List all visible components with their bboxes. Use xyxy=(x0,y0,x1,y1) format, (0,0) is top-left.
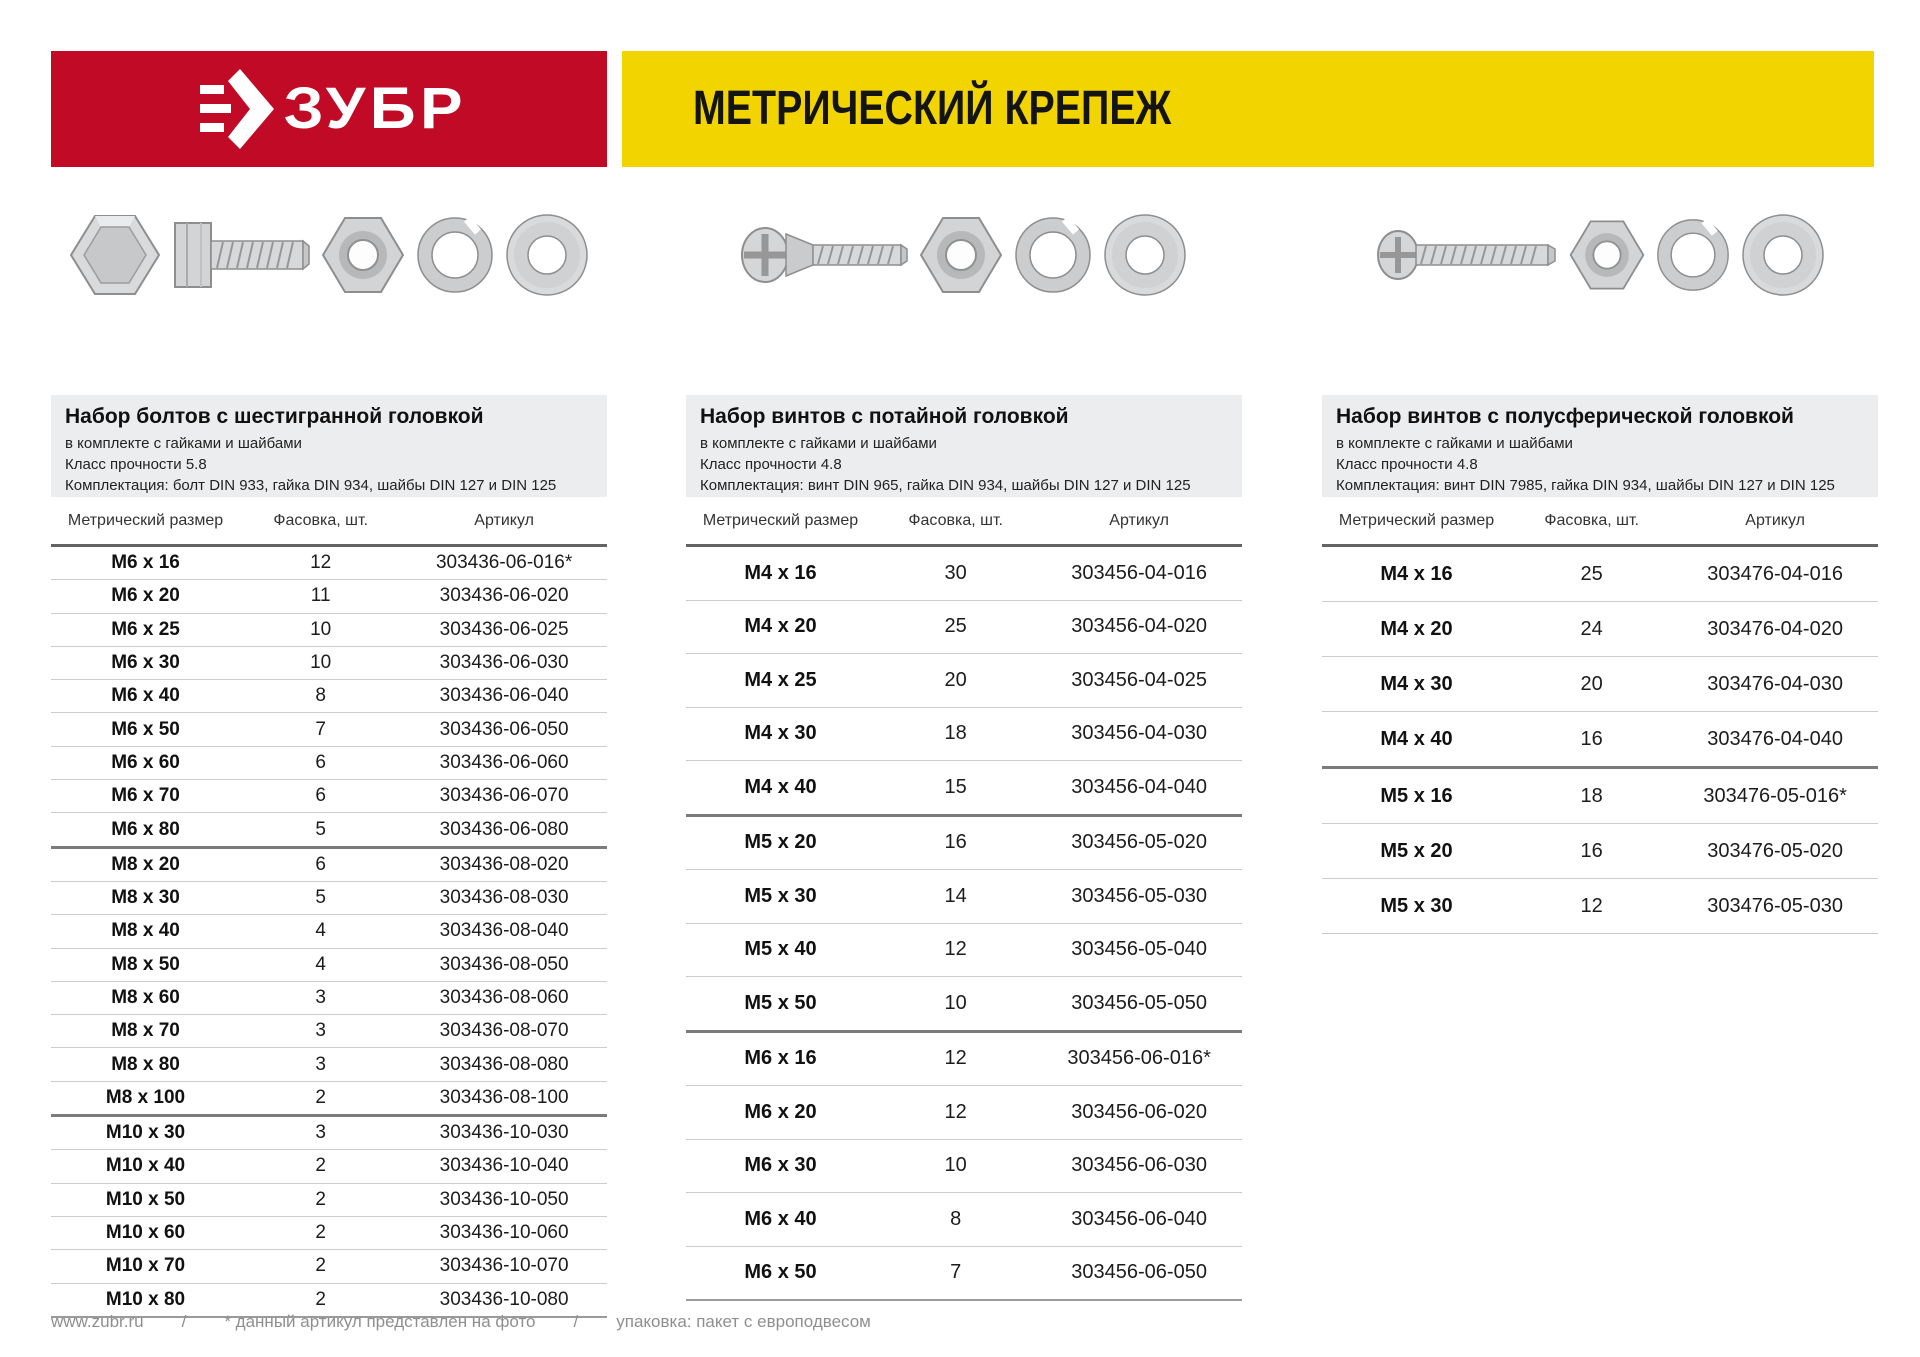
sku-cell: 303436-10-070 xyxy=(439,1255,569,1277)
table-row xyxy=(51,547,607,579)
size-cell: M8 x 30 xyxy=(111,887,180,909)
size-cell: M8 x 50 xyxy=(111,953,180,975)
sku-cell: 303456-05-020 xyxy=(1071,831,1207,854)
pack-cell: 7 xyxy=(315,718,326,740)
table-row xyxy=(51,1183,607,1216)
pack-cell: 12 xyxy=(944,1047,967,1070)
sku-cell: 303436-06-070 xyxy=(439,785,569,807)
sku-cell: 303436-06-040 xyxy=(439,685,569,707)
sku-cell: 303456-04-030 xyxy=(1071,722,1207,745)
size-cell: M10 x 30 xyxy=(105,1122,186,1144)
sku-cell: 303476-05-020 xyxy=(1707,839,1843,862)
size-cell: M6 x 25 xyxy=(111,618,180,640)
size-cell: M6 x 16 xyxy=(111,552,180,574)
size-cell: M10 x 50 xyxy=(105,1188,186,1210)
table-row xyxy=(51,1216,607,1249)
product-table xyxy=(686,547,1242,1301)
sku-cell: 303436-08-030 xyxy=(439,887,569,909)
sku-cell: 303436-10-060 xyxy=(439,1222,569,1244)
size-cell: M5 x 40 xyxy=(744,938,817,961)
size-cell: M8 x 80 xyxy=(111,1053,180,1075)
table-row xyxy=(51,712,607,745)
footer xyxy=(51,1312,871,1332)
pack-column-header: Фасовка, шт. xyxy=(908,511,1003,529)
spring-washer-photo-icon xyxy=(1013,213,1093,297)
pack-cell: 16 xyxy=(1580,727,1603,750)
size-cell: M6 x 20 xyxy=(111,585,180,607)
pack-cell: 2 xyxy=(315,1288,326,1310)
size-cell: M8 x 100 xyxy=(105,1086,186,1108)
product-contents: Комплектация: винт DIN 7985, гайка DIN 934, шайбы DIN 127 и DIN 125 xyxy=(1336,477,1835,494)
product-photos xyxy=(1322,180,1878,395)
size-cell: M4 x 40 xyxy=(1380,727,1453,750)
pack-cell: 18 xyxy=(944,722,967,745)
size-cell: M6 x 30 xyxy=(744,1154,817,1177)
pack-cell: 5 xyxy=(315,887,326,909)
sku-cell: 303476-04-016 xyxy=(1707,562,1843,585)
brand-logo-box xyxy=(51,51,607,167)
pack-cell: 12 xyxy=(1580,894,1603,917)
pack-cell: 3 xyxy=(315,1053,326,1075)
size-cell: M4 x 16 xyxy=(1380,562,1453,585)
size-cell: M10 x 70 xyxy=(105,1255,186,1277)
size-cell: M6 x 50 xyxy=(744,1261,817,1284)
table-row xyxy=(686,1085,1242,1139)
hex-nut-photo-icon xyxy=(1567,217,1647,293)
product-strength: Класс прочности 5.8 xyxy=(65,456,207,473)
sku-cell: 303436-08-040 xyxy=(439,920,569,942)
table-row xyxy=(51,1047,607,1080)
pack-cell: 8 xyxy=(950,1207,962,1230)
table-header-row xyxy=(686,497,1242,547)
sku-cell: 303456-05-040 xyxy=(1071,938,1207,961)
size-cell: M4 x 40 xyxy=(744,775,817,798)
footer-separator: / xyxy=(181,1312,187,1331)
size-cell: M5 x 50 xyxy=(744,991,817,1014)
table-row xyxy=(51,1149,607,1182)
product-title: Набор болтов с шестигранной головкой xyxy=(65,405,484,428)
pack-cell: 10 xyxy=(310,652,332,674)
sku-cell: 303436-06-060 xyxy=(439,751,569,773)
pack-column-header: Фасовка, шт. xyxy=(1544,511,1639,529)
pack-cell: 6 xyxy=(315,785,326,807)
spring-washer-photo-icon xyxy=(1655,215,1731,295)
footer-site-link[interactable]: www.zubr.ru xyxy=(51,1312,144,1331)
size-cell: M6 x 30 xyxy=(111,652,180,674)
zubr-logo-icon xyxy=(200,69,274,149)
product-strength: Класс прочности 4.8 xyxy=(1336,456,1478,473)
table-row xyxy=(686,1192,1242,1246)
size-cell: M5 x 16 xyxy=(1380,784,1453,807)
sku-cell: 303436-06-080 xyxy=(439,818,569,840)
table-row xyxy=(1322,878,1878,933)
table-row xyxy=(51,746,607,779)
product-subtitle: в комплекте с гайками и шайбами xyxy=(700,435,937,452)
table-row xyxy=(51,914,607,947)
pack-cell: 12 xyxy=(944,1100,967,1123)
size-cell: M5 x 20 xyxy=(744,831,817,854)
size-cell: M4 x 20 xyxy=(1380,617,1453,640)
pack-cell: 24 xyxy=(1580,617,1603,640)
product-info-block xyxy=(1322,395,1878,497)
size-column-header: Метрический размер xyxy=(67,511,224,529)
sku-cell: 303456-04-016 xyxy=(1071,561,1207,584)
pack-cell: 4 xyxy=(315,953,326,975)
sku-cell: 303456-05-030 xyxy=(1071,884,1207,907)
table-row xyxy=(51,613,607,646)
sku-cell: 303476-04-040 xyxy=(1707,727,1843,750)
pack-cell: 5 xyxy=(315,818,326,840)
sku-cell: 303436-06-030 xyxy=(439,652,569,674)
size-cell: M10 x 60 xyxy=(105,1222,186,1244)
pack-cell: 25 xyxy=(944,615,967,638)
product-contents: Комплектация: винт DIN 965, гайка DIN 934, шайбы DIN 127 и DIN 125 xyxy=(700,477,1191,494)
size-cell: M4 x 30 xyxy=(1380,672,1453,695)
flat-washer-photo-icon xyxy=(1739,211,1827,299)
size-cell: M6 x 16 xyxy=(744,1047,817,1070)
sku-cell: 303456-06-040 xyxy=(1071,1207,1207,1230)
hex-bolt-head-photo-icon xyxy=(67,211,163,299)
hex-nut-photo-icon xyxy=(319,214,407,296)
table-row xyxy=(51,846,607,881)
size-cell: M5 x 20 xyxy=(1380,839,1453,862)
pack-cell: 7 xyxy=(950,1261,962,1284)
pack-cell: 4 xyxy=(315,920,326,942)
table-row xyxy=(686,869,1242,923)
hex-bolt-photo-icon xyxy=(171,215,311,295)
size-cell: M8 x 20 xyxy=(111,853,180,875)
table-header-row xyxy=(51,497,607,547)
sku-cell: 303436-08-020 xyxy=(439,853,569,875)
product-table xyxy=(51,547,607,1318)
sku-cell: 303456-06-016* xyxy=(1067,1047,1211,1070)
pan-head-screw-photo-icon xyxy=(1374,215,1559,295)
product-title: Набор винтов с потайной головкой xyxy=(700,405,1069,428)
size-cell: M5 x 30 xyxy=(744,884,817,907)
product-section-hex-bolts xyxy=(51,180,607,1318)
page-title: МЕТРИЧЕСКИЙ КРЕПЕЖ xyxy=(693,82,1172,135)
table-row xyxy=(51,981,607,1014)
pack-cell: 3 xyxy=(315,1122,326,1144)
size-cell: M6 x 60 xyxy=(111,751,180,773)
table-row xyxy=(51,779,607,812)
sku-column-header: Артикул xyxy=(474,511,534,529)
size-column-header: Метрический размер xyxy=(1338,511,1495,529)
page-title-box xyxy=(622,51,1874,167)
size-cell: M4 x 25 xyxy=(744,668,817,691)
footer-packaging-note: упаковка: пакет с европодвесом xyxy=(616,1312,871,1331)
table-row xyxy=(686,814,1242,870)
table-row xyxy=(686,1139,1242,1193)
hex-nut-photo-icon xyxy=(917,214,1005,296)
sku-cell: 303436-06-050 xyxy=(439,718,569,740)
table-row xyxy=(1322,547,1878,601)
footer-photo-note: * данный артикул представлен на фото xyxy=(224,1312,536,1331)
product-title: Набор винтов с полусферической головкой xyxy=(1336,405,1794,428)
pack-cell: 16 xyxy=(1580,839,1603,862)
pack-cell: 3 xyxy=(315,987,326,1008)
size-cell: M6 x 20 xyxy=(744,1100,817,1123)
sku-cell: 303436-08-100 xyxy=(439,1086,569,1108)
table-row xyxy=(51,948,607,981)
size-cell: M6 x 70 xyxy=(111,785,180,807)
size-cell: M8 x 60 xyxy=(111,987,180,1008)
table-row xyxy=(51,1249,607,1282)
table-row xyxy=(686,1030,1242,1086)
sku-cell: 303476-04-030 xyxy=(1707,672,1843,695)
table-row xyxy=(51,579,607,612)
pack-cell: 2 xyxy=(315,1255,326,1277)
product-contents: Комплектация: болт DIN 933, гайка DIN 934, шайбы DIN 127 и DIN 125 xyxy=(65,477,557,494)
product-photos xyxy=(51,180,607,395)
countersunk-screw-photo-icon xyxy=(739,212,909,298)
pack-cell: 14 xyxy=(944,884,967,907)
sku-cell: 303476-05-030 xyxy=(1707,894,1843,917)
flat-washer-photo-icon xyxy=(1101,211,1189,299)
pack-cell: 20 xyxy=(1580,672,1603,695)
table-row xyxy=(1322,766,1878,823)
sku-cell: 303456-06-030 xyxy=(1071,1154,1207,1177)
pack-cell: 2 xyxy=(315,1222,326,1244)
table-row xyxy=(51,646,607,679)
table-row xyxy=(686,1246,1242,1300)
sku-cell: 303456-04-025 xyxy=(1071,668,1207,691)
table-row xyxy=(51,679,607,712)
table-row xyxy=(51,1283,607,1316)
pack-cell: 11 xyxy=(310,585,331,607)
size-cell: M8 x 40 xyxy=(111,920,180,942)
size-cell: M8 x 70 xyxy=(111,1020,180,1042)
sku-cell: 303436-08-080 xyxy=(439,1053,569,1075)
brand-name: ЗУБР xyxy=(283,76,467,141)
product-section-pan-head-screws xyxy=(1322,180,1878,934)
table-row xyxy=(51,812,607,845)
size-cell: M10 x 80 xyxy=(105,1288,186,1310)
pack-cell: 2 xyxy=(315,1188,326,1210)
table-row xyxy=(51,1081,607,1114)
sku-cell: 303436-10-050 xyxy=(439,1188,569,1210)
pack-cell: 10 xyxy=(944,1154,967,1177)
sku-cell: 303436-10-040 xyxy=(439,1155,569,1177)
sku-cell: 303456-05-050 xyxy=(1071,991,1207,1014)
table-row xyxy=(686,653,1242,707)
sku-cell: 303456-06-050 xyxy=(1071,1261,1207,1284)
pack-cell: 12 xyxy=(310,552,332,574)
sku-cell: 303436-08-060 xyxy=(439,987,569,1008)
product-strength: Класс прочности 4.8 xyxy=(700,456,842,473)
size-column-header: Метрический размер xyxy=(702,511,859,529)
sku-cell: 303436-08-050 xyxy=(439,953,569,975)
pack-cell: 18 xyxy=(1580,784,1603,807)
pack-cell: 10 xyxy=(310,618,332,640)
table-row xyxy=(51,881,607,914)
product-info-block xyxy=(686,395,1242,497)
pack-cell: 12 xyxy=(944,938,967,961)
pack-column-header: Фасовка, шт. xyxy=(273,511,368,529)
sku-cell: 303456-04-020 xyxy=(1071,615,1207,638)
spring-washer-photo-icon xyxy=(415,213,495,297)
table-row xyxy=(686,547,1242,600)
sku-cell: 303436-06-020 xyxy=(439,585,569,607)
sku-cell: 303456-04-040 xyxy=(1071,775,1207,798)
pack-cell: 20 xyxy=(944,668,967,691)
flat-washer-photo-icon xyxy=(503,211,591,299)
sku-cell: 303436-06-016* xyxy=(435,552,573,574)
table-row xyxy=(1322,823,1878,878)
pack-cell: 16 xyxy=(944,831,967,854)
size-cell: M5 x 30 xyxy=(1380,894,1453,917)
table-row xyxy=(686,923,1242,977)
pack-cell: 25 xyxy=(1580,562,1603,585)
pack-cell: 15 xyxy=(944,775,967,798)
table-row xyxy=(1322,601,1878,656)
product-photos xyxy=(686,180,1242,395)
table-row xyxy=(686,976,1242,1030)
sku-column-header: Артикул xyxy=(1745,511,1805,529)
size-cell: M6 x 40 xyxy=(744,1207,817,1230)
product-subtitle: в комплекте с гайками и шайбами xyxy=(1336,435,1573,452)
footer-separator: / xyxy=(573,1312,579,1331)
pack-cell: 6 xyxy=(315,751,326,773)
size-cell: M4 x 16 xyxy=(744,561,817,584)
product-table xyxy=(1322,547,1878,934)
size-cell: M4 x 30 xyxy=(744,722,817,745)
sku-column-header: Артикул xyxy=(1109,511,1169,529)
table-header-row xyxy=(1322,497,1878,547)
sku-cell: 303436-06-025 xyxy=(439,618,569,640)
table-row xyxy=(1322,656,1878,711)
sku-cell: 303436-10-080 xyxy=(439,1288,569,1310)
sku-cell: 303456-06-020 xyxy=(1071,1100,1207,1123)
size-cell: M6 x 80 xyxy=(111,818,180,840)
size-cell: M6 x 50 xyxy=(111,718,180,740)
size-cell: M4 x 20 xyxy=(744,615,817,638)
size-cell: M6 x 40 xyxy=(111,685,180,707)
pack-cell: 30 xyxy=(944,561,967,584)
product-subtitle: в комплекте с гайками и шайбами xyxy=(65,435,302,452)
table-row xyxy=(686,707,1242,761)
pack-cell: 3 xyxy=(315,1020,326,1042)
table-row xyxy=(686,760,1242,814)
table-row xyxy=(1322,711,1878,766)
pack-cell: 2 xyxy=(315,1086,326,1108)
product-info-block xyxy=(51,395,607,497)
pack-cell: 10 xyxy=(944,991,967,1014)
sku-cell: 303476-04-020 xyxy=(1707,617,1843,640)
sku-cell: 303436-10-030 xyxy=(439,1122,569,1144)
pack-cell: 2 xyxy=(315,1155,326,1177)
pack-cell: 6 xyxy=(315,853,326,875)
sku-cell: 303476-05-016* xyxy=(1703,784,1847,807)
table-row xyxy=(51,1014,607,1047)
sku-cell: 303436-08-070 xyxy=(439,1020,569,1042)
size-cell: M10 x 40 xyxy=(105,1155,186,1177)
product-section-countersunk-screws xyxy=(686,180,1242,1301)
pack-cell: 8 xyxy=(315,685,326,707)
table-row xyxy=(51,1114,607,1149)
table-row xyxy=(686,600,1242,654)
